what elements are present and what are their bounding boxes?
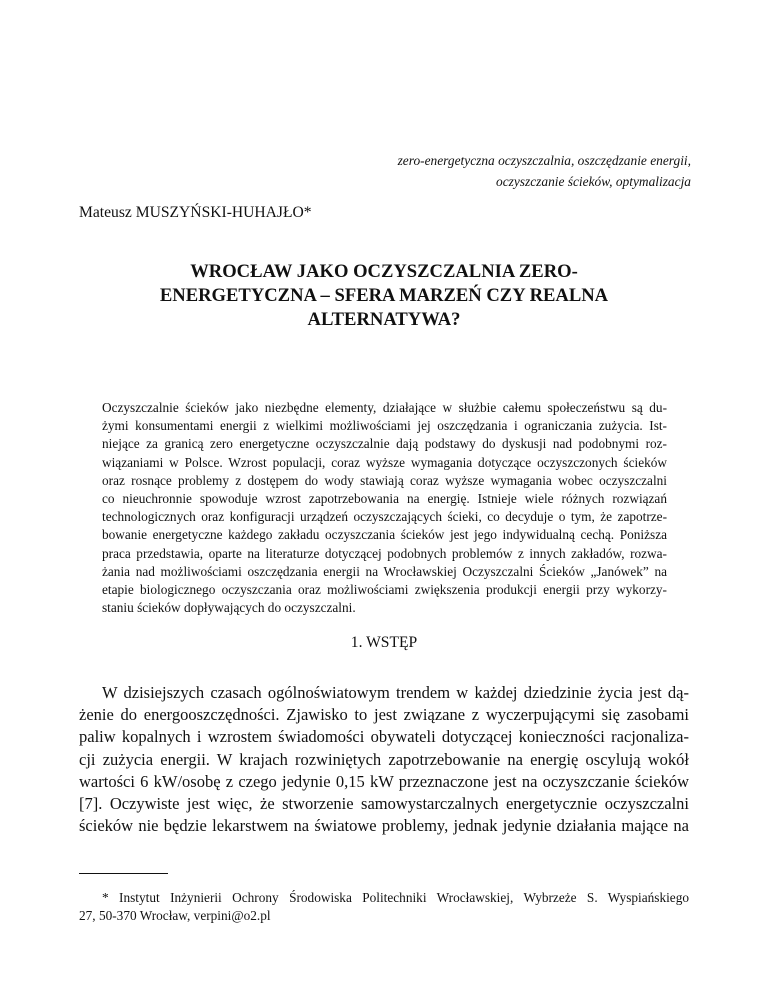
abstract-line: co nieuchronnie spowoduje wzrost zapotrzebowania na energię. Istnieje wiele różnych rozwiązań xyxy=(102,491,667,507)
abstract-line: oraz rosnące problemy z dostępem do wody stawiają coraz wyższe wymagania wobec oczyszczalni xyxy=(102,472,667,488)
keywords-line: zero-energetyczna oczyszczalnia, oszczędzanie energii, xyxy=(397,153,691,168)
abstract xyxy=(102,399,667,617)
abstract-line: Oczyszczalnie ścieków jako niezbędne elementy, działające w służbie całemu społeczeństwu są du- xyxy=(102,400,667,415)
abstract-line: etapie biologicznego oczyszczania oraz możliwościami zwiększenia produkcji energii przy wykorzy- xyxy=(102,582,667,598)
footnote-line: * Instytut Inżynierii Ochrony Środowiska Politechniki Wrocławskiej, Wybrzeże S. Wyspiańskiego xyxy=(102,890,689,905)
abstract-line: praca przedstawia, oparte na literaturze dotyczącej podobnych problemów z innych zakładów, rozwa- xyxy=(102,545,667,561)
keywords-line: oczyszczanie ścieków, optymalizacja xyxy=(496,174,691,189)
body-line: W dzisiejszych czasach ogólnoświatowym trendem w każdej dziedzinie życia jest dą- xyxy=(102,683,689,702)
body-line: [7]. Oczywiste jest więc, że stworzenie samowystarczalnych energetycznie oczyszczalni xyxy=(79,794,689,814)
title-line: WROCŁAW JAKO OCZYSZCZALNIA ZERO- xyxy=(190,261,578,282)
abstract-line: niejące za granicą zero energetyczne oczyszczalnie dają podstawy do dyskusji nad podobnymi roz- xyxy=(102,436,667,452)
body-line: paliw kopalnych i wzrostem świadomości obywateli dotyczącej konieczności racjonaliza- xyxy=(79,727,689,747)
footnote-line: 27, 50-370 Wrocław, verpini@o2.pl xyxy=(79,908,271,924)
footnote-separator xyxy=(79,873,168,874)
body-paragraph xyxy=(79,682,689,837)
body-line: ścieków nie będzie lekarstwem na światowe problemy, jednak jedynie działania mające na xyxy=(79,816,689,836)
abstract-line: żania nad możliwościami oszczędzania energii na Wrocławskiej Oczyszczalni Ścieków „Janówek” na xyxy=(102,563,667,579)
body-line: wartości 6 kW/osobę z czego jedynie 0,15 kW przeznaczone jest na oczyszczanie ścieków xyxy=(79,771,689,791)
abstract-line: żymi konsumentami energii z wielkimi możliwościami jej oszczędzania i ograniczania zużycia. Ist- xyxy=(102,418,667,434)
abstract-line: technologicznych oraz konfiguracji urządzeń oczyszczających ścieki, co decyduje o tym, że zapotrze- xyxy=(102,509,667,525)
body-line: żenie do energooszczędności. Zjawisko to jest związane z wyczerpującymi się zasobami xyxy=(79,705,689,725)
abstract-line: staniu ścieków dopływających do oczyszczalni. xyxy=(102,600,356,616)
title-line: ALTERNATYWA? xyxy=(307,309,461,330)
author-name: Mateusz MUSZYŃSKI-HUHAJŁO* xyxy=(79,204,312,221)
abstract-line: wiązaniami w Polsce. Wzrost populacji, coraz wyższe wymagania dotyczące oczyszczonych ścieków xyxy=(102,454,667,470)
abstract-line: bowanie energetyczne każdego zakładu oczyszczania ścieków jest jego indywidualną cechą. Poniższa xyxy=(102,527,667,543)
paper-title xyxy=(110,260,658,332)
keywords xyxy=(271,150,691,192)
section-heading: 1. WSTĘP xyxy=(350,634,418,651)
footnote xyxy=(79,889,689,926)
title-line: ENERGETYCZNA – SFERA MARZEŃ CZY REALNA xyxy=(159,285,609,306)
body-line: cji zużycia energii. W krajach rozwiniętych zapotrzebowanie na energię oscylują wokół xyxy=(79,749,689,769)
